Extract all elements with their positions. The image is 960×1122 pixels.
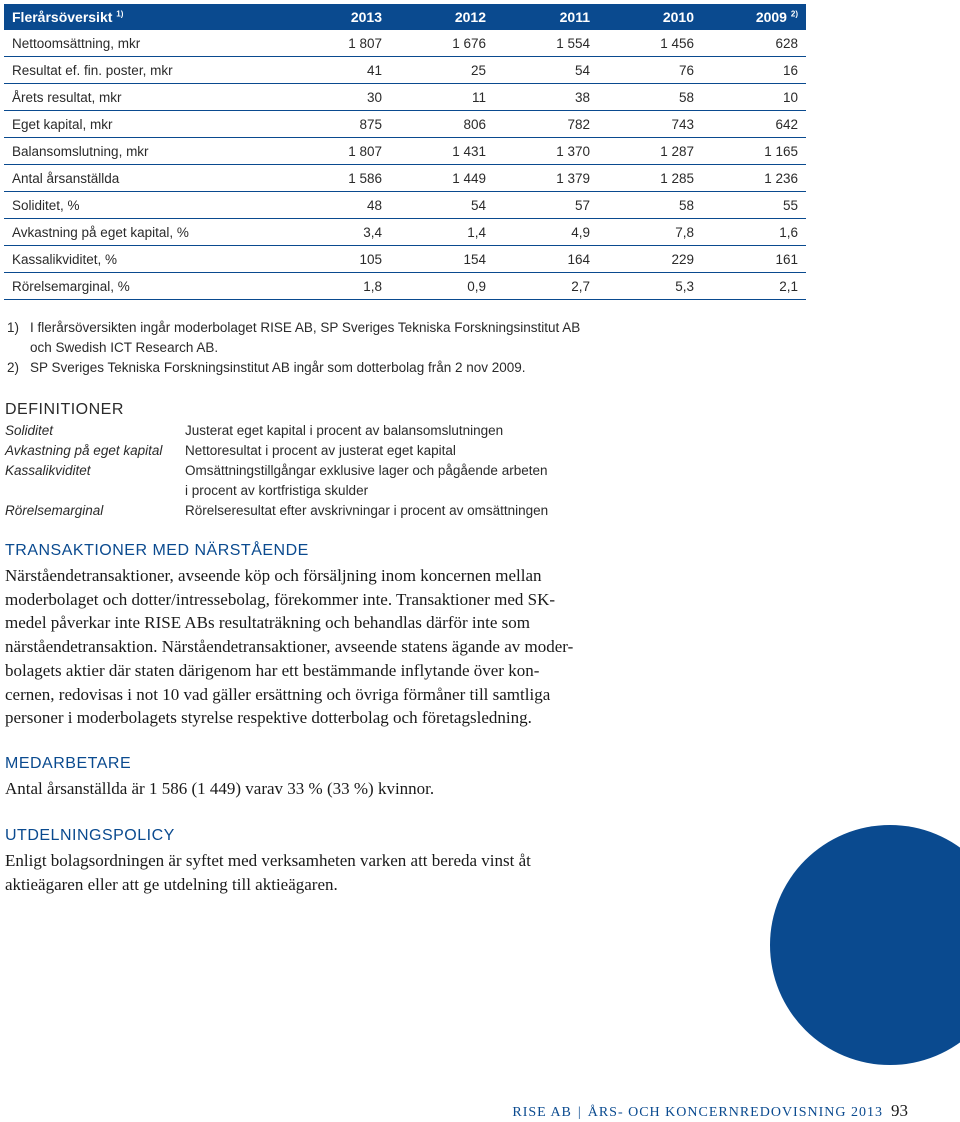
table-cell: 11 bbox=[390, 84, 494, 111]
table-row bbox=[4, 30, 806, 57]
table-cell: 10 bbox=[702, 84, 806, 111]
footnote-text: I flerårsöversikten ingår moderbolaget RISE AB, SP Sveriges Tekniska Forskningsinstitut AB och Swedish ICT Research AB. bbox=[30, 320, 581, 355]
section-title-related-party: TRANSAKTIONER MED NÄRSTÅENDE bbox=[5, 542, 309, 559]
table-row bbox=[4, 273, 806, 300]
definitions-list bbox=[5, 421, 625, 521]
definition-item bbox=[5, 441, 625, 461]
table-cell: 54 bbox=[494, 57, 598, 84]
page-footer bbox=[512, 1101, 908, 1121]
definitions-title: DEFINITIONER bbox=[5, 401, 124, 418]
footnote-number: 2) bbox=[7, 360, 20, 375]
table-cell: 1 554 bbox=[494, 30, 598, 57]
footer-company: RISE AB bbox=[512, 1105, 572, 1120]
definition-desc: Nettoresultat i procent av justerat eget kapital bbox=[185, 443, 456, 458]
definition-item bbox=[5, 421, 625, 441]
table-header-row bbox=[4, 4, 806, 30]
table-cell: 48 bbox=[286, 192, 390, 219]
year-header: 2010 bbox=[598, 4, 702, 30]
row-label: Eget kapital, mkr bbox=[4, 111, 286, 138]
table-cell: 743 bbox=[598, 111, 702, 138]
table-cell: 2,7 bbox=[494, 273, 598, 300]
page-number: 93 bbox=[891, 1101, 908, 1120]
table-cell: 5,3 bbox=[598, 273, 702, 300]
definition-term: Avkastning på eget kapital bbox=[5, 443, 163, 458]
footnote bbox=[7, 318, 627, 358]
multi-year-overview-table bbox=[4, 4, 806, 300]
table-cell: 229 bbox=[598, 246, 702, 273]
table-cell: 1,6 bbox=[702, 219, 806, 246]
table-cell: 16 bbox=[702, 57, 806, 84]
table-cell: 58 bbox=[598, 84, 702, 111]
footer-separator: | bbox=[577, 1105, 582, 1120]
table-cell: 54 bbox=[390, 192, 494, 219]
table-row bbox=[4, 219, 806, 246]
table-cell: 58 bbox=[598, 192, 702, 219]
table-cell: 154 bbox=[390, 246, 494, 273]
footer-report-title: ÅRS- OCH KONCERNREDOVISNING 2013 bbox=[587, 1105, 883, 1120]
table-cell: 1 379 bbox=[494, 165, 598, 192]
section-title-dividend-policy: UTDELNINGSPOLICY bbox=[5, 827, 175, 844]
table-row bbox=[4, 246, 806, 273]
table-row bbox=[4, 138, 806, 165]
table-cell: 3,4 bbox=[286, 219, 390, 246]
row-label: Rörelsemarginal, % bbox=[4, 273, 286, 300]
table-cell: 30 bbox=[286, 84, 390, 111]
row-label: Avkastning på eget kapital, % bbox=[4, 219, 286, 246]
row-label: Soliditet, % bbox=[4, 192, 286, 219]
table-cell: 642 bbox=[702, 111, 806, 138]
section-body-related-party: Närståendetransaktioner, avseende köp och försäljning inom koncernen mellan moderbolaget och dotter/intressebolag, förekommer inte. Transaktioner med SK- medel påverkar inte RISE ABs resultaträkning och behandlas därför inte som närståendetransaktion. Närståendetransaktioner, avseende statens ägande av moder- bolagets aktier där staten därigenom har ett bestämmande inflytande över kon- cernen, redovisas i not 10 vad gäller ersättning och övriga förmåner till samtliga personer i moderbolagets styrelse respektive dotterbolag och företagsledning. bbox=[5, 566, 574, 728]
definition-term: Soliditet bbox=[5, 423, 54, 438]
table-cell: 105 bbox=[286, 246, 390, 273]
table-cell: 1 586 bbox=[286, 165, 390, 192]
section-body-employees: Antal årsanställda är 1 586 (1 449) varav 33 % (33 %) kvinnor. bbox=[5, 779, 435, 798]
footnote-text: SP Sveriges Tekniska Forskningsinstitut AB ingår som dotterbolag från 2 nov 2009. bbox=[30, 360, 526, 375]
table-cell: 1,4 bbox=[390, 219, 494, 246]
table-cell: 161 bbox=[702, 246, 806, 273]
table-cell: 1 676 bbox=[390, 30, 494, 57]
table-title: Flerårsöversikt $^{1)}$ bbox=[4, 4, 286, 30]
definition-desc: Rörelseresultat efter avskrivningar i procent av omsättningen bbox=[185, 503, 549, 518]
table-cell: 1 431 bbox=[390, 138, 494, 165]
table-cell: 76 bbox=[598, 57, 702, 84]
table-cell: 57 bbox=[494, 192, 598, 219]
table-cell: 1 807 bbox=[286, 30, 390, 57]
row-label: Nettoomsättning, mkr bbox=[4, 30, 286, 57]
row-label: Antal årsanställda bbox=[4, 165, 286, 192]
table-cell: 1 165 bbox=[702, 138, 806, 165]
table-cell: 1 287 bbox=[598, 138, 702, 165]
row-label: Balansomslutning, mkr bbox=[4, 138, 286, 165]
row-label: Resultat ef. fin. poster, mkr bbox=[4, 57, 286, 84]
footnote-number: 1) bbox=[7, 320, 20, 335]
year-header: 2012 bbox=[390, 4, 494, 30]
table-cell: 1 370 bbox=[494, 138, 598, 165]
row-label: Årets resultat, mkr bbox=[4, 84, 286, 111]
table-cell: 1 807 bbox=[286, 138, 390, 165]
table-row bbox=[4, 165, 806, 192]
definition-term: Kassalikviditet bbox=[5, 463, 91, 478]
table-cell: 875 bbox=[286, 111, 390, 138]
table-cell: 1 285 bbox=[598, 165, 702, 192]
table-cell: 806 bbox=[390, 111, 494, 138]
table-cell: 1 456 bbox=[598, 30, 702, 57]
definition-desc: Justerat eget kapital i procent av balansomslutningen bbox=[185, 423, 504, 438]
table-cell: 1 236 bbox=[702, 165, 806, 192]
decorative-circle bbox=[770, 825, 960, 1065]
table-row bbox=[4, 111, 806, 138]
year-header: 2013 bbox=[286, 4, 390, 30]
table-cell: 41 bbox=[286, 57, 390, 84]
definition-item bbox=[5, 461, 625, 501]
table-cell: 25 bbox=[390, 57, 494, 84]
footnote bbox=[7, 358, 627, 378]
year-header: 2009 $^{2)}$ bbox=[702, 4, 806, 30]
table-cell: 4,9 bbox=[494, 219, 598, 246]
table-row bbox=[4, 57, 806, 84]
section-title-employees: MEDARBETARE bbox=[5, 755, 132, 772]
table-cell: 782 bbox=[494, 111, 598, 138]
table-cell: 628 bbox=[702, 30, 806, 57]
table-cell: 164 bbox=[494, 246, 598, 273]
table-row bbox=[4, 84, 806, 111]
table-cell: 0,9 bbox=[390, 273, 494, 300]
table-row bbox=[4, 192, 806, 219]
footnotes bbox=[7, 318, 627, 378]
table-cell: 7,8 bbox=[598, 219, 702, 246]
table-cell: 2,1 bbox=[702, 273, 806, 300]
table-cell: 55 bbox=[702, 192, 806, 219]
definition-item bbox=[5, 501, 625, 521]
section-body-dividend-policy: Enligt bolagsordningen är syftet med verksamheten varken att bereda vinst åt aktieägaren eller att ge utdelning till aktieägaren. bbox=[5, 851, 531, 894]
year-header: 2011 bbox=[494, 4, 598, 30]
row-label: Kassalikviditet, % bbox=[4, 246, 286, 273]
definition-term: Rörelsemarginal bbox=[5, 503, 104, 518]
definition-desc: Omsättningstillgångar exklusive lager och pågående arbeten i procent av kortfristiga skulder bbox=[185, 463, 548, 498]
table-cell: 1,8 bbox=[286, 273, 390, 300]
table-cell: 1 449 bbox=[390, 165, 494, 192]
table-cell: 38 bbox=[494, 84, 598, 111]
